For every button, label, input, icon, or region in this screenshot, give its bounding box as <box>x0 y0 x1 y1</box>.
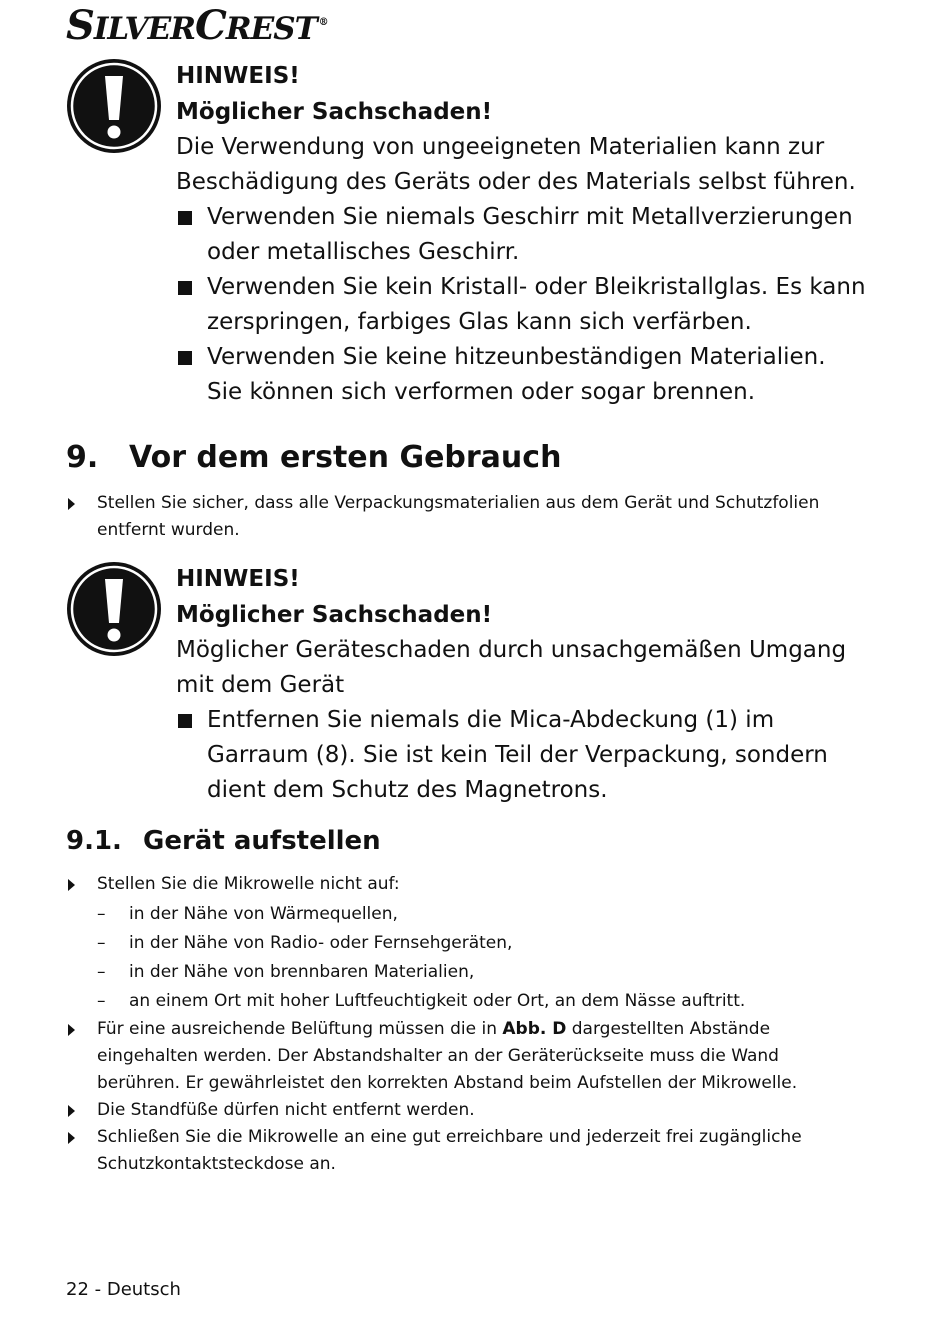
figure-reference: Abb. D <box>502 1019 567 1039</box>
notice-list <box>176 200 866 410</box>
notice-property-damage-2 <box>66 561 866 808</box>
section-title: Vor dem ersten Gebrauch <box>129 440 562 475</box>
notice-subheading: Möglicher Sachschaden! <box>176 602 493 628</box>
section-heading <box>66 440 561 475</box>
notice-list-item: Verwenden Sie kein Kristall- oder Bleikristallglas. Es kann zerspringen, farbiges Glas kann sich verfärben. <box>176 270 866 340</box>
section-number: 9. <box>66 440 99 475</box>
notice-property-damage-1 <box>66 58 866 410</box>
step-item: Für eine ausreichende Belüftung müssen die in Abb. D dargestellten Abstände eingehalten werden. Der Abstandshalter an der Geräterückseite muss die Wand berühren. Er gewährleistet den korrekten Abstand beim Aufstellen der Mikrowelle. <box>66 1016 846 1097</box>
dash-list <box>97 900 846 1016</box>
subsection-heading <box>66 826 381 856</box>
subsection-number: 9.1. <box>66 826 122 856</box>
triangle-bullet-icon <box>68 1105 75 1117</box>
brand-logo: SILVERCREST ® <box>66 2 328 49</box>
step-list <box>66 871 846 1178</box>
notice-subheading: Möglicher Sachschaden! <box>176 99 493 125</box>
step-item: Stellen Sie sicher, dass alle Verpackungsmaterialien aus dem Gerät und Schutzfolien entfernt wurden. <box>66 490 846 544</box>
notice-list-item: Entfernen Sie niemals die Mica-Abdeckung (1) im Garraum (8). Sie ist kein Teil der Verpackung, sondern dient dem Schutz des Magnetrons. <box>176 703 866 808</box>
notice-heading: HINWEIS! <box>176 566 300 592</box>
dash-item: – an einem Ort mit hoher Luftfeuchtigkeit oder Ort, an dem Nässe auftritt. <box>97 991 746 1011</box>
subsection-title: Gerät aufstellen <box>143 826 381 856</box>
step-item: Die Standfüße dürfen nicht entfernt werden. <box>66 1097 846 1124</box>
triangle-bullet-icon <box>68 498 75 510</box>
exclamation-warning-icon <box>66 561 162 657</box>
step-item: Schließen Sie die Mikrowelle an eine gut erreichbare und jederzeit frei zugängliche Schutzkontaktsteckdose an. <box>66 1124 846 1178</box>
notice-text: Die Verwendung von ungeeigneten Materialien kann zur Beschädigung des Geräts oder des Materials selbst führen. <box>176 134 856 195</box>
triangle-bullet-icon <box>68 1132 75 1144</box>
dash-item: – in der Nähe von brennbaren Materialien, <box>97 962 475 982</box>
notice-list-item: Verwenden Sie niemals Geschirr mit Metallverzierungen oder metallisches Geschirr. <box>176 200 866 270</box>
triangle-bullet-icon <box>68 879 75 891</box>
notice-heading: HINWEIS! <box>176 63 300 89</box>
dash-item: – in der Nähe von Wärmequellen, <box>97 904 398 924</box>
step-item: Stellen Sie die Mikrowelle nicht auf: – in der Nähe von Wärmequellen, – in der Nähe von Radio- oder Fernsehgeräten, – in der Nähe von brennbaren Materialien, – an einem Ort mit hoher Luftfeuchtigkeit oder Ort, an dem Nässe auftritt. <box>66 871 846 1016</box>
page-footer: 22 - Deutsch <box>66 1279 181 1300</box>
exclamation-warning-icon <box>66 58 162 154</box>
step-list <box>66 490 846 544</box>
notice-list <box>176 703 866 808</box>
triangle-bullet-icon <box>68 1024 75 1036</box>
notice-list-item: Verwenden Sie keine hitzeunbeständigen Materialien. Sie können sich verformen oder sogar brennen. <box>176 340 866 410</box>
notice-text: Möglicher Geräteschaden durch unsachgemäßen Umgang mit dem Gerät <box>176 637 847 698</box>
dash-item: – in der Nähe von Radio- oder Fernsehgeräten, <box>97 933 513 953</box>
